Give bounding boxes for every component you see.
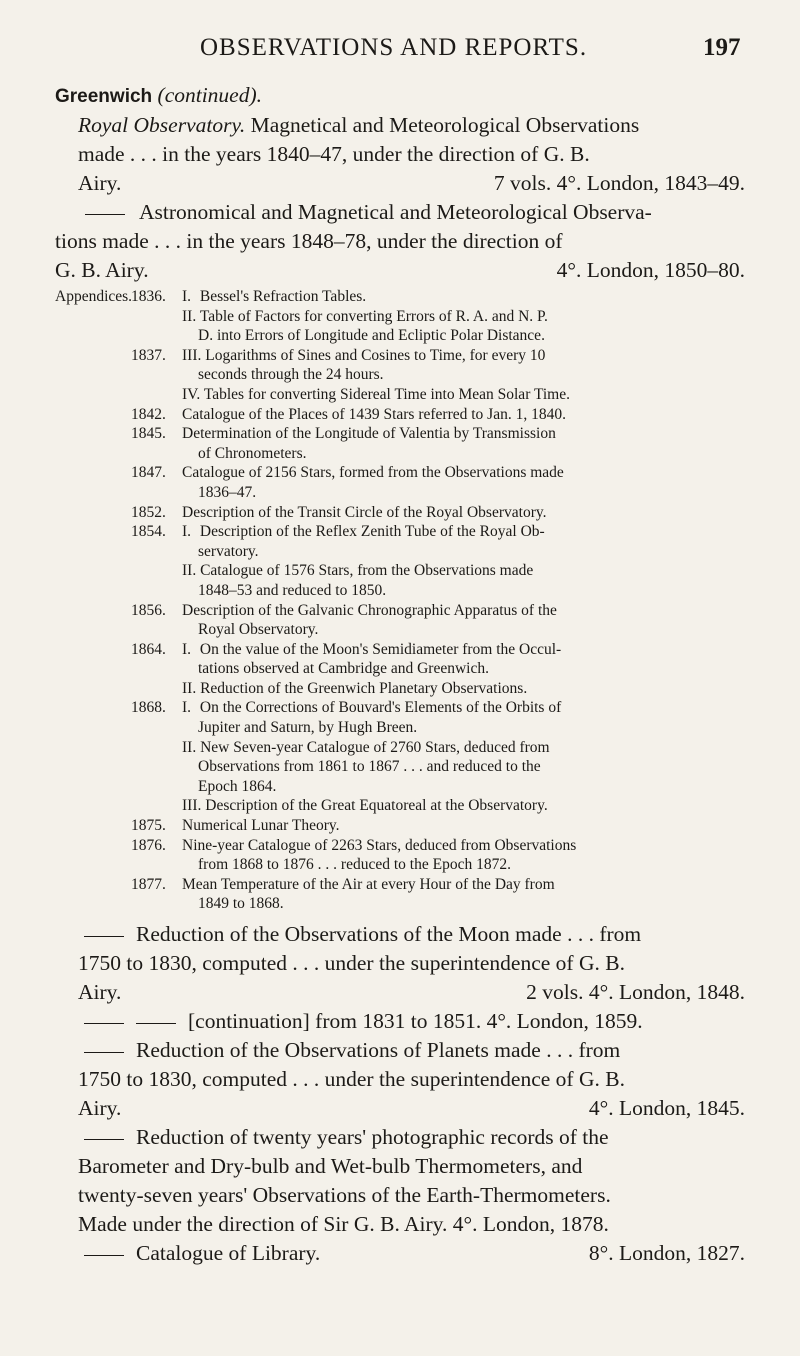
library-catalogue-line: [55, 1239, 745, 1268]
appendix-year: 1877.: [131, 875, 166, 893]
appendix-entry: [55, 346, 745, 405]
appendix-item: Description of the Galvanic Chronographic Apparatus of the: [182, 601, 557, 619]
astronomical-line-2: tions made . . . in the years 1848–78, under the direction of: [55, 229, 563, 253]
astronomical-line-3: [55, 256, 745, 285]
planets-author: Airy.: [78, 1096, 122, 1120]
appendix-entry: [55, 836, 745, 875]
appendix-year: 1875.: [131, 817, 166, 835]
continuation-line: [continuation] from 1831 to 1851. 4°. London, 1859.: [55, 1007, 745, 1036]
appendix-item-cont: 1836–47.: [198, 483, 257, 501]
greenwich-intro: [55, 81, 745, 285]
photographic-line-2: Barometer and Dry-bulb and Wet-bulb Thermometers, and: [78, 1154, 583, 1178]
appendix-year: 1868.: [131, 699, 166, 717]
running-head: OBSERVATIONS AND REPORTS.: [200, 34, 588, 61]
appendix-item: Numerical Lunar Theory.: [182, 817, 340, 835]
astronomical-author: G. B. Airy.: [55, 258, 149, 282]
ditto-dash: [84, 1023, 124, 1024]
appendix-item: II. New Seven-year Catalogue of 2760 Stars, deduced from: [182, 738, 550, 756]
appendix-item-cont: tations observed at Cambridge and Greenwich.: [198, 660, 489, 678]
appendix-entry: [55, 875, 745, 914]
appendix-year: 1864.: [131, 640, 166, 658]
magnetical-line-1: [55, 111, 745, 140]
appendix-item: Nine-year Catalogue of 2263 Stars, deduced from Observations: [182, 836, 577, 854]
appendix-item: Catalogue of the Places of 1439 Stars referred to Jan. 1, 1840.: [182, 405, 566, 423]
appendix-entry: [55, 640, 745, 699]
appendix-item: II. Table of Factors for converting Errors of R. A. and N. P.: [182, 307, 548, 325]
appendix-item: I. On the Corrections of Bouvard's Elements of the Orbits of: [182, 699, 562, 717]
page-number: 197: [703, 34, 741, 61]
appendix-item-cont: of Chronometers.: [198, 444, 307, 462]
planets-imprint: 4°. London, 1845.: [588, 1096, 745, 1120]
intro-heading-line: [55, 81, 745, 111]
appendix-entry: [55, 698, 745, 816]
appendix-item-cont: Royal Observatory.: [198, 621, 319, 639]
ditto-dash: [85, 214, 125, 215]
library-imprint: 8°. London, 1827.: [588, 1241, 745, 1265]
observatory-name: Royal Observatory.: [78, 113, 246, 137]
appendix-entry: [55, 463, 745, 502]
moon-line-2: 1750 to 1830, computed . . . under the superintendence of G. B.: [78, 951, 625, 975]
magnetical-line-3: [55, 169, 745, 198]
ditto-dash: [84, 936, 124, 937]
appendix-item: Mean Temperature of the Air at every Hour of the Day from: [182, 875, 555, 893]
appendix-item: Catalogue of 2156 Stars, formed from the Observations made: [182, 464, 564, 482]
planets-line-2: 1750 to 1830, computed . . . under the superintendence of G. B.: [78, 1067, 625, 1091]
appendix-year: 1842.: [131, 405, 166, 423]
appendix-item: Determination of the Longitude of Valentia by Transmission: [182, 425, 556, 443]
appendix-entry: [55, 601, 745, 640]
appendix-year: 1854.: [131, 523, 166, 541]
appendix-entry: [55, 405, 745, 425]
appendix-item: II. Catalogue of 1576 Stars, from the Observations made: [182, 562, 534, 580]
appendix-item: II. Reduction of the Greenwich Planetary Observations.: [182, 679, 528, 697]
appendix-year: 1845.: [131, 425, 166, 443]
planets-line-1: Reduction of the Observations of Planets made . . . from: [55, 1036, 745, 1065]
reduction-entries: [55, 920, 745, 1268]
appendix-item: I. Bessel's Refraction Tables.: [182, 288, 367, 305]
magnetical-author: Airy.: [78, 171, 122, 195]
appendix-item: Description of the Transit Circle of the Royal Observatory.: [182, 503, 547, 521]
appendices-label: Appendices.: [55, 288, 133, 305]
appendix-item-cont: Epoch 1864.: [198, 777, 277, 795]
page-header: [0, 34, 800, 64]
appendix-entry: [55, 503, 745, 523]
ditto-dash: [84, 1052, 124, 1053]
planets-line-3: [55, 1094, 745, 1123]
photographic-line-4: Made under the direction of Sir G. B. Airy. 4°. London, 1878.: [78, 1212, 609, 1236]
appendix-item-cont: seconds through the 24 hours.: [198, 366, 384, 384]
appendix-year: 1856.: [131, 601, 166, 619]
appendix-year: 1847.: [131, 464, 166, 482]
astronomical-title: Astronomical and Magnetical and Meteorological Observa-: [139, 200, 652, 224]
appendix-item-cont: Jupiter and Saturn, by Hugh Breen.: [198, 719, 418, 737]
ditto-dash: [84, 1255, 124, 1256]
appendix-item-cont: D. into Errors of Longitude and Ecliptic Polar Distance.: [198, 327, 545, 345]
appendix-item: I. On the value of the Moon's Semidiameter from the Occul-: [182, 640, 562, 658]
photographic-line-3: twenty-seven years' Observations of the Earth-Thermometers.: [78, 1183, 611, 1207]
moon-author: Airy.: [78, 980, 122, 1004]
appendix-item-cont: Observations from 1861 to 1867 . . . and reduced to the: [198, 758, 541, 776]
magnetical-title: Magnetical and Meteorological Observations: [250, 113, 640, 137]
appendix-item: III. Logarithms of Sines and Cosines to Time, for every 10: [182, 346, 546, 364]
ditto-dash: [136, 1023, 176, 1024]
magnetical-line-2: made . . . in the years 1840–47, under the direction of G. B.: [78, 142, 590, 166]
astronomical-imprint: 4°. London, 1850–80.: [556, 258, 745, 282]
magnetical-imprint: 7 vols. 4°. London, 1843–49.: [493, 171, 745, 195]
appendix-year: 1836.: [131, 288, 166, 305]
moon-line-1: Reduction of the Observations of the Moon made . . . from: [55, 920, 745, 949]
entry-heading: Greenwich: [55, 86, 153, 107]
appendix-entry: [55, 522, 745, 600]
appendix-item-cont: 1848–53 and reduced to 1850.: [198, 581, 387, 599]
appendix-item: III. Description of the Great Equatoreal at the Observatory.: [182, 797, 548, 815]
appendix-entry: [55, 816, 745, 836]
appendix-year: 1852.: [131, 503, 166, 521]
ditto-dash: [84, 1139, 124, 1140]
library-title: Catalogue of Library.: [136, 1241, 321, 1265]
appendix-item-cont: servatory.: [198, 542, 259, 560]
appendix-year: 1837.: [131, 346, 166, 364]
appendix-entry: [55, 424, 745, 463]
astronomical-line-1: [55, 198, 745, 227]
moon-line-3: [55, 978, 745, 1007]
moon-imprint: 2 vols. 4°. London, 1848.: [526, 980, 745, 1004]
appendix-item-cont: from 1868 to 1876 . . . reduced to the Epoch 1872.: [198, 856, 511, 874]
appendix-item-cont: 1849 to 1868.: [198, 895, 284, 913]
photographic-line-1: Reduction of twenty years' photographic records of the: [55, 1123, 745, 1152]
appendix-entry: [55, 287, 745, 346]
continued-note: (continued).: [157, 83, 263, 107]
appendix-item: IV. Tables for converting Sidereal Time into Mean Solar Time.: [182, 385, 570, 403]
appendices-list: [55, 287, 745, 914]
appendix-item: I. Description of the Reflex Zenith Tube of the Royal Ob-: [182, 523, 545, 541]
main-text: [55, 81, 745, 1268]
appendix-year: 1876.: [131, 836, 166, 854]
